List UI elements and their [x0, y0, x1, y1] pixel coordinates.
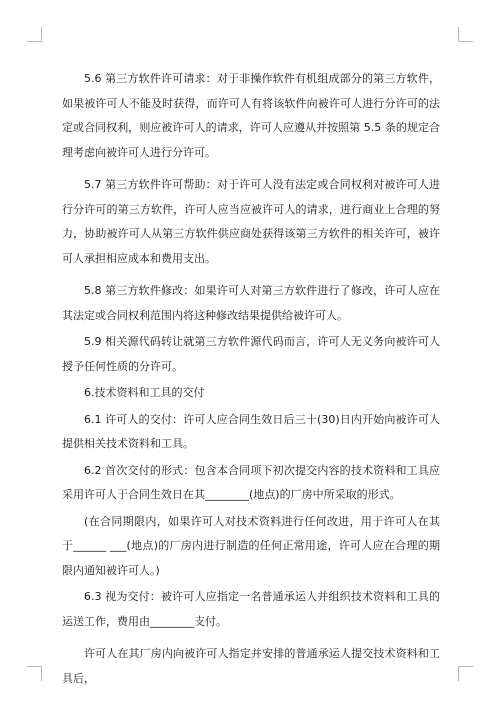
clause-6-1: 6.1 许可人的交付：许可人应合同生效日后三十(30)日内开始向被许可人提供相关技术资料和工具。	[62, 412, 440, 450]
clause-6-3-continued: 许可人在其厂房内向被许可人指定并安排的普通承运人提交技术资料和工具后，	[62, 647, 440, 685]
clause-5-7: 5.7 第三方软件许可帮助：对于许可人没有法定或合同权利对被许可人进行分许可的第三方软件，许可人应当应被许可人的请求，进行商业上合理的努力，协助被许可人从第三方软件供应商处获得该第三方软件的相关许可，被许可人承担相应成本和费用支出。	[62, 178, 440, 265]
crop-mark-top-right	[458, 27, 473, 42]
clause-6-3: 6.3 视为交付：被许可人应指定一名普通承运人并组织技术资料和工具的运送工作，费用由________支付。	[62, 590, 440, 628]
crop-mark-bottom-left	[27, 666, 42, 681]
crop-mark-bottom-right	[458, 666, 473, 681]
section-6-heading: 6.技术资料和工具的交付	[84, 386, 205, 399]
clause-5-6: 5.6 第三方软件许可请求：对于非操作软件有机组成部分的第三方软件，如果被许可人不能及时获得，而许可人有将该软件向被许可人进行分许可的法定或合同权利，则应被许可人的请求，许可人应遵从并按照第 5.5 条的规定合理考虑向被许可人进行分许可。	[62, 72, 440, 159]
clause-6-2: 6.2 首次交付的形式：包含本合同项下初次提交内容的技术资料和工具应采用许可人于合同生效日在其________(地点)的厂房中所采取的形式。	[62, 463, 440, 501]
document-page	[62, 67, 440, 691]
crop-mark-top-left	[27, 27, 42, 42]
clause-6-2-note: (在合同期限内，如果许可人对技术资料进行任何改进，用于许可人在其于______ ___(地点)的厂房内进行制造的任何正常用途，许可人应在合理的期限内通知被许可人。)	[62, 514, 440, 577]
clause-5-8: 5.8 第三方软件修改：如果许可人对第三方软件进行了修改，许可人应在其法定或合同权利范围内将这种修改结果提供给被许可人。	[62, 284, 440, 322]
clause-5-9: 5.9 相关源代码转让就第三方软件源代码而言，许可人无义务向被许可人授予任何性质的分许可。	[62, 335, 440, 373]
